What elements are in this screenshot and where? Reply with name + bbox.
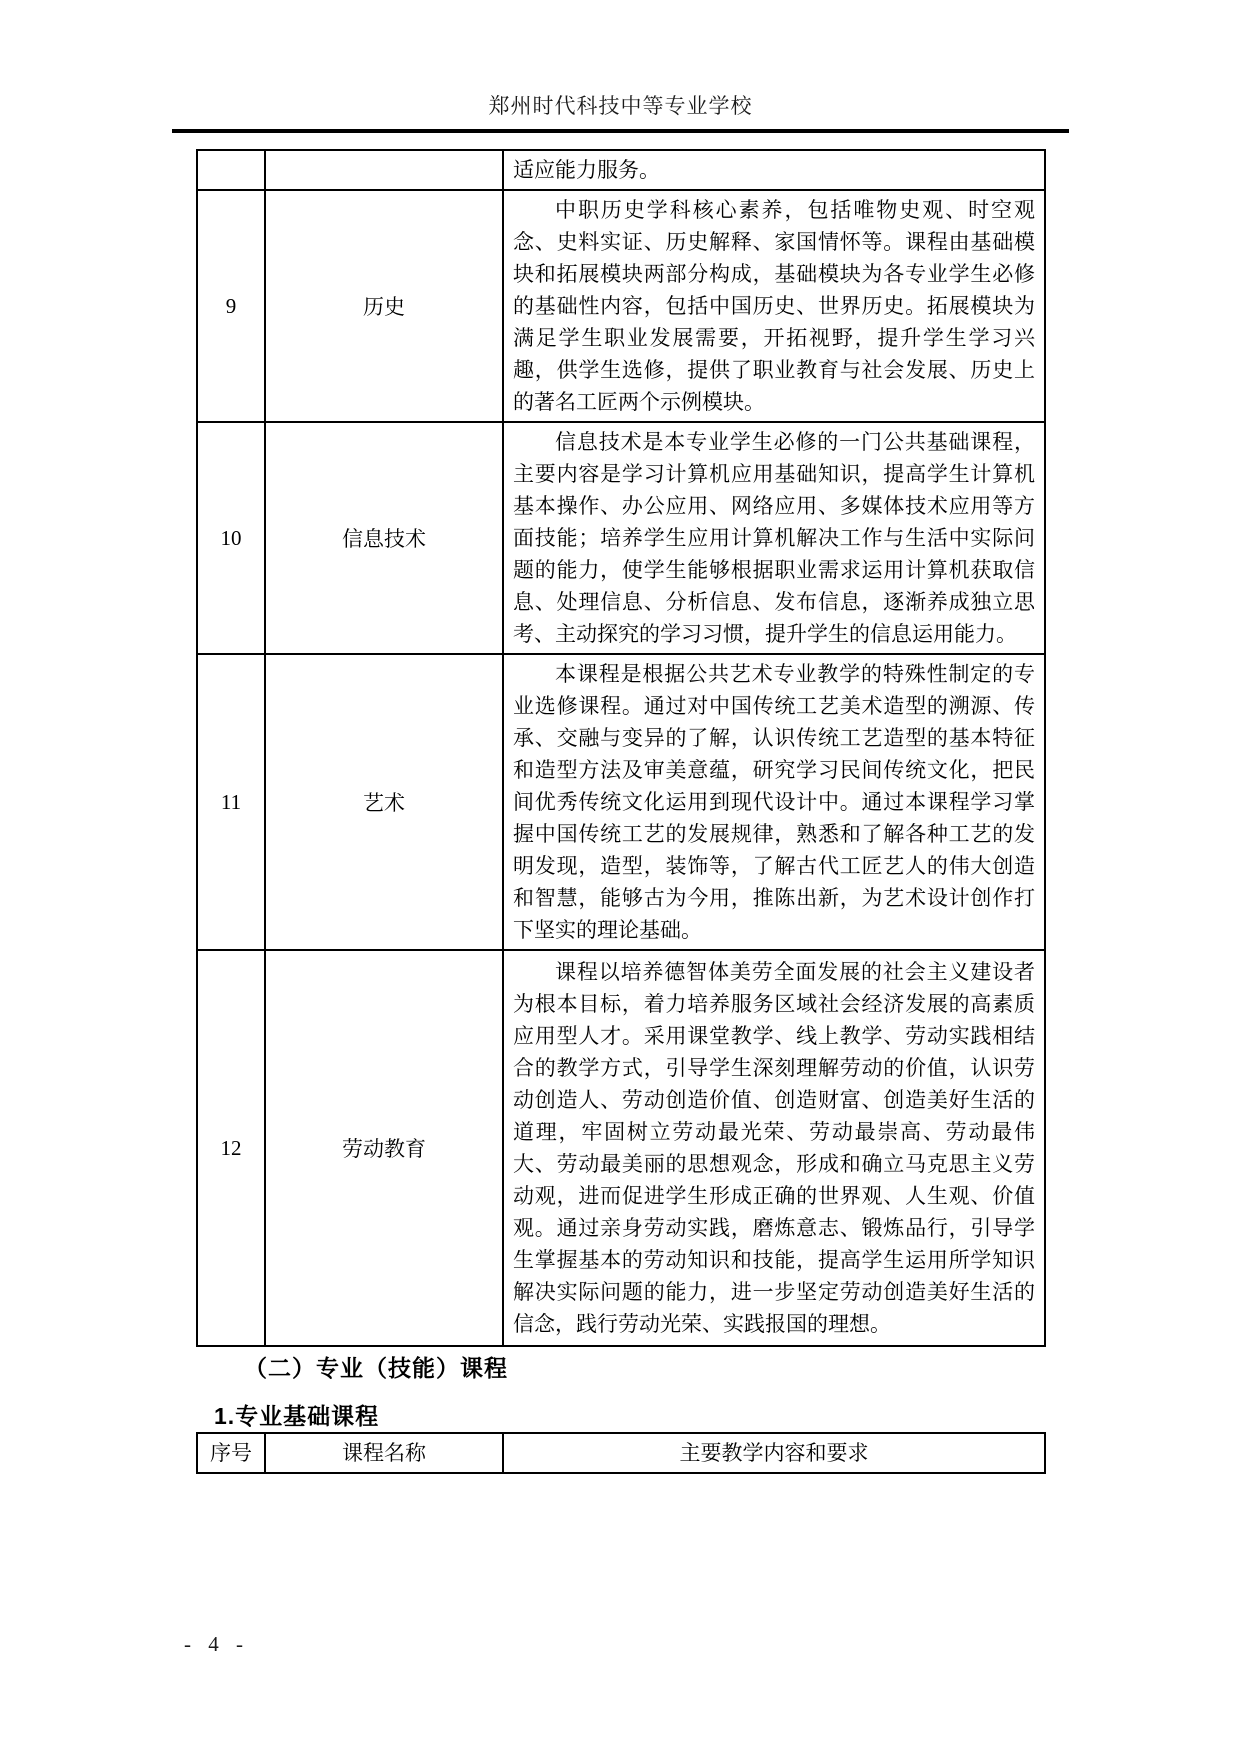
course-name-cell: 劳动教育 [265,950,503,1346]
table-row-continuation [197,150,1045,190]
header-rule [172,129,1069,133]
course-desc-cell [503,422,1045,654]
table-header-row [197,1433,1045,1473]
table-row [197,654,1045,950]
subsection-heading: 1.专业基础课程 [214,1403,380,1429]
row-no-cell [197,150,265,190]
course-description: 课程以培养德智体美劳全面发展的社会主义建设者为根本目标，着力培养服务区域社会经济发展的高素质应用型人才。采用课堂教学、线上教学、劳动实践相结合的教学方式，引导学生深刻理解劳动的价值，认识劳动创造人、劳动创造价值、创造财富、创造美好生活的道理，牢固树立劳动最光荣、劳动最崇高、劳动最伟大、劳动最美丽的思想观念，形成和确立马克思主义劳动观，进而促进学生形成正确的世界观、人生观、价值观。通过亲身劳动实践，磨炼意志、锻炼品行，引导学生掌握基本的劳动知识和技能，提高学生运用所学知识解决实际问题的能力，进一步坚定劳动创造美好生活的信念，践行劳动光荣、实践报国的理想。 [513,960,1035,1336]
course-desc-cell [503,190,1045,422]
course-description: 适应能力服务。 [513,158,660,182]
section-heading: （二）专业（技能）课程 [244,1355,508,1381]
header-no-cell: 序号 [197,1433,265,1473]
course-name-cell: 历史 [265,190,503,422]
course-name-cell: 信息技术 [265,422,503,654]
course-desc-cell [503,950,1045,1346]
course-description: 信息技术是本专业学生必修的一门公共基础课程，主要内容是学习计算机应用基础知识，提高学生计算机基本操作、办公应用、网络应用、多媒体技术应用等方面技能；培养学生应用计算机解决工作与生活中实际问题的能力，使学生能够根据职业需求运用计算机获取信息、处理信息、分析信息、发布信息，逐渐养成独立思考、主动探究的学习习惯，提升学生的信息运用能力。 [513,430,1035,646]
page-number: - 4 - [184,1632,249,1656]
table-row [197,190,1045,422]
table-row [197,422,1045,654]
row-no-cell: 11 [197,654,265,950]
header-course-name-cell: 课程名称 [265,1433,503,1473]
row-no-cell: 10 [197,422,265,654]
course-desc-cell [503,150,1045,190]
course-description: 中职历史学科核心素养，包括唯物史观、时空观念、史料实证、历史解释、家国情怀等。课程由基础模块和拓展模块两部分构成，基础模块为各专业学生必修的基础性内容，包括中国历史、世界历史。拓展模块为满足学生职业发展需要，开拓视野，提升学生学习兴趣，供学生选修，提供了职业教育与社会发展、历史上的著名工匠两个示例模块。 [513,198,1035,414]
row-no-cell: 12 [197,950,265,1346]
table-row [197,950,1045,1346]
course-name-cell [265,150,503,190]
public-course-table [196,149,1046,1347]
header-content-cell: 主要教学内容和要求 [503,1433,1045,1473]
document-header-title: 郑州时代科技中等专业学校 [488,94,753,118]
course-name-cell: 艺术 [265,654,503,950]
basic-course-table [196,1432,1046,1474]
row-no-cell: 9 [197,190,265,422]
course-desc-cell [503,654,1045,950]
course-description: 本课程是根据公共艺术专业教学的特殊性制定的专业选修课程。通过对中国传统工艺美术造型的溯源、传承、交融与变异的了解，认识传统工艺造型的基本特征和造型方法及审美意蕴，研究学习民间传统文化，把民间优秀传统文化运用到现代设计中。通过本课程学习掌握中国传统工艺的发展规律，熟悉和了解各种工艺的发明发现，造型，装饰等，了解古代工匠艺人的伟大创造和智慧，能够古为今用，推陈出新，为艺术设计创作打下坚实的理论基础。 [513,662,1035,942]
